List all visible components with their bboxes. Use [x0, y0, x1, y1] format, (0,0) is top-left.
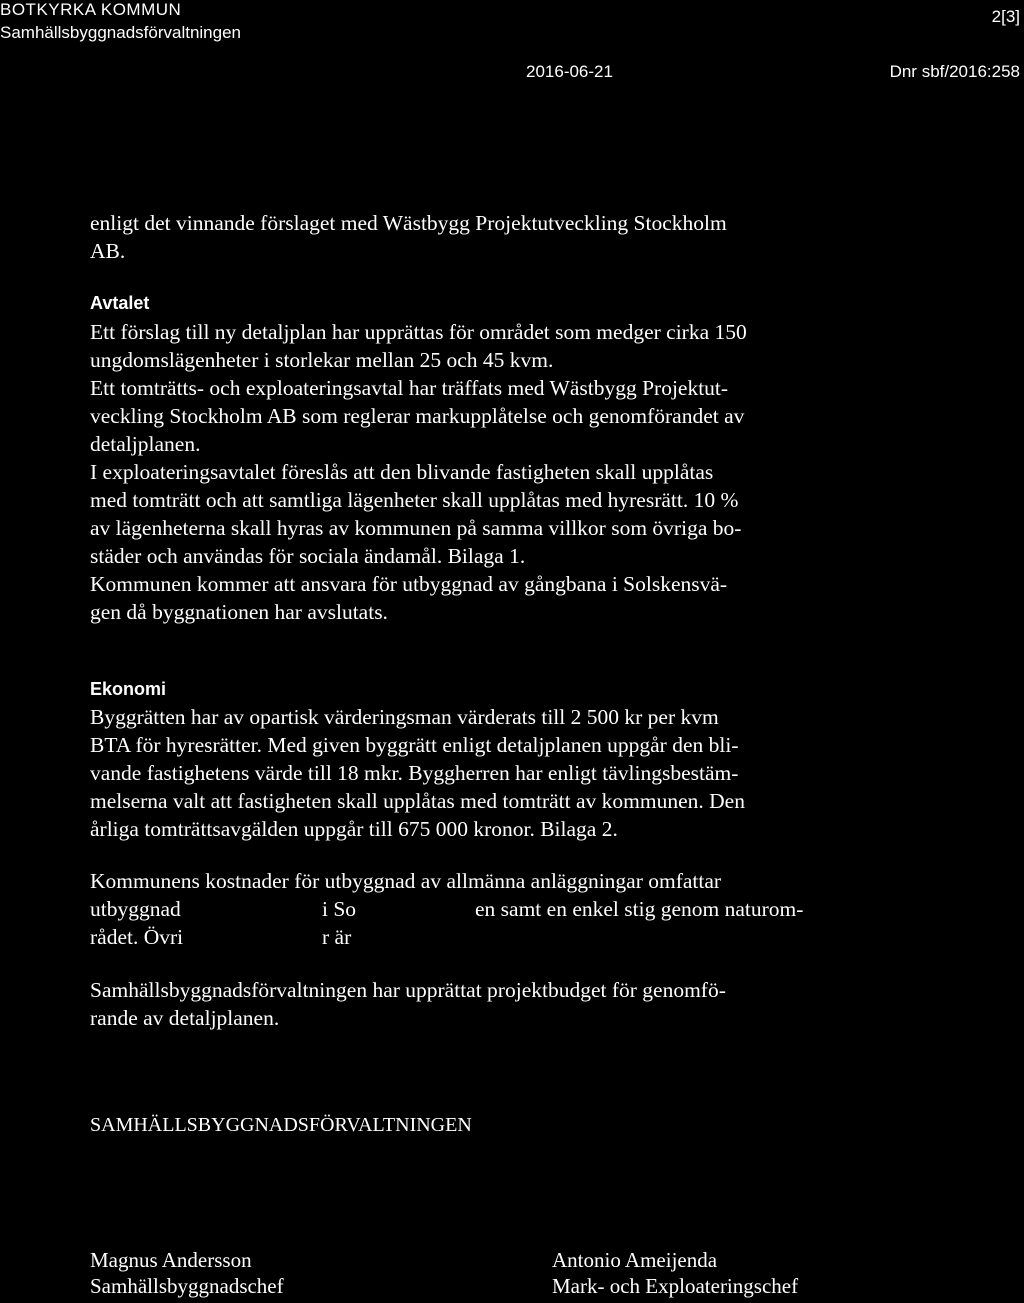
signoff-organization: SAMHÄLLSBYGGNADSFÖRVALTNINGEN — [90, 1114, 472, 1136]
avtalet-line: I exploateringsavtalet föreslås att den blivande fastigheten skall upplåtas — [90, 460, 714, 484]
intro-line: enligt det vinnande förslaget med Wästbygg Projektutveckling Stockholm — [90, 211, 727, 235]
document-date: 2016-06-21 — [526, 62, 613, 81]
avtalet-line: veckling Stockholm AB som reglerar markupplåtelse och genomförandet av — [90, 404, 745, 428]
budget-line: Samhällsbyggnadsförvaltningen har upprättat projektbudget för genomfö- — [90, 978, 726, 1002]
costs-line-3b: r är — [322, 925, 352, 949]
costs-line-3a: rådet. Övri — [90, 925, 184, 949]
intro-line: AB. — [90, 239, 126, 263]
avtalet-line: Ett förslag till ny detaljplan har upprättas för området som medger cirka 150 — [90, 320, 747, 344]
ekonomi-line: årliga tomträttsavgälden uppgår till 675 000 kronor. Bilaga 2. — [90, 817, 618, 841]
ekonomi-line: vande fastighetens värde till 18 mkr. Byggherren har enligt tävlingsbestäm- — [90, 761, 739, 785]
ekonomi-line: melserna valt att fastigheten skall upplåtas med tomträtt av kommunen. Den — [90, 789, 745, 813]
avtalet-paragraph — [90, 318, 880, 626]
costs-line-1: Kommunens kostnader för utbyggnad av allmänna anläggningar omfattar — [90, 869, 722, 893]
page-number: 2[3] — [991, 7, 1020, 26]
avtalet-line: Ett tomträtts- och exploateringsavtal har träffats med Wästbygg Projektut- — [90, 376, 729, 400]
ekonomi-line: BTA för hyresrätter. Med given byggrätt enligt detaljplanen uppgår den bli- — [90, 733, 739, 757]
avtalet-line: gen då byggnationen har avslutats. — [90, 600, 388, 624]
signatory-right-name: Antonio Ameijenda — [552, 1248, 718, 1272]
signatory-right-title: Mark- och Exploateringschef — [552, 1274, 799, 1298]
budget-line: rande av detaljplanen. — [90, 1006, 280, 1030]
ekonomi-line: Byggrätten har av opartisk värderingsman värderats till 2 500 kr per kvm — [90, 705, 719, 729]
avtalet-line: ungdomslägenheter i storlekar mellan 25 och 45 kvm. — [90, 348, 554, 372]
budget-paragraph — [90, 976, 880, 1032]
org-name: BOTKYRKA KOMMUN — [0, 0, 182, 19]
avtalet-line: städer och användas för sociala ändamål. Bilaga 1. — [90, 544, 526, 568]
signatory-left-title: Samhällsbyggnadschef — [90, 1274, 284, 1298]
section-heading-avtalet: Avtalet — [90, 293, 150, 313]
avtalet-line: av lägenheterna skall hyras av kommunen på samma villkor som övriga bo- — [90, 516, 742, 540]
document-dnr: Dnr sbf/2016:258 — [889, 62, 1020, 81]
avtalet-line: detaljplanen. — [90, 432, 201, 456]
ekonomi-paragraph — [90, 703, 880, 843]
avtalet-line: Kommunen kommer att ansvara för utbyggnad av gångbana i Solskensvä- — [90, 572, 728, 596]
avtalet-line: med tomträtt och att samtliga lägenheter skall upplåtas med hyresrätt. 10 % — [90, 488, 739, 512]
department-name: Samhällsbyggnadsförvaltningen — [0, 23, 241, 42]
costs-line-2a: utbyggnad — [90, 897, 181, 921]
intro-paragraph — [90, 209, 880, 265]
costs-line-2b: i So — [322, 897, 357, 921]
signatory-left-name: Magnus Andersson — [90, 1248, 252, 1272]
section-heading-ekonomi: Ekonomi — [90, 679, 167, 699]
costs-line-2c: en samt en enkel stig genom naturom- — [475, 897, 804, 921]
